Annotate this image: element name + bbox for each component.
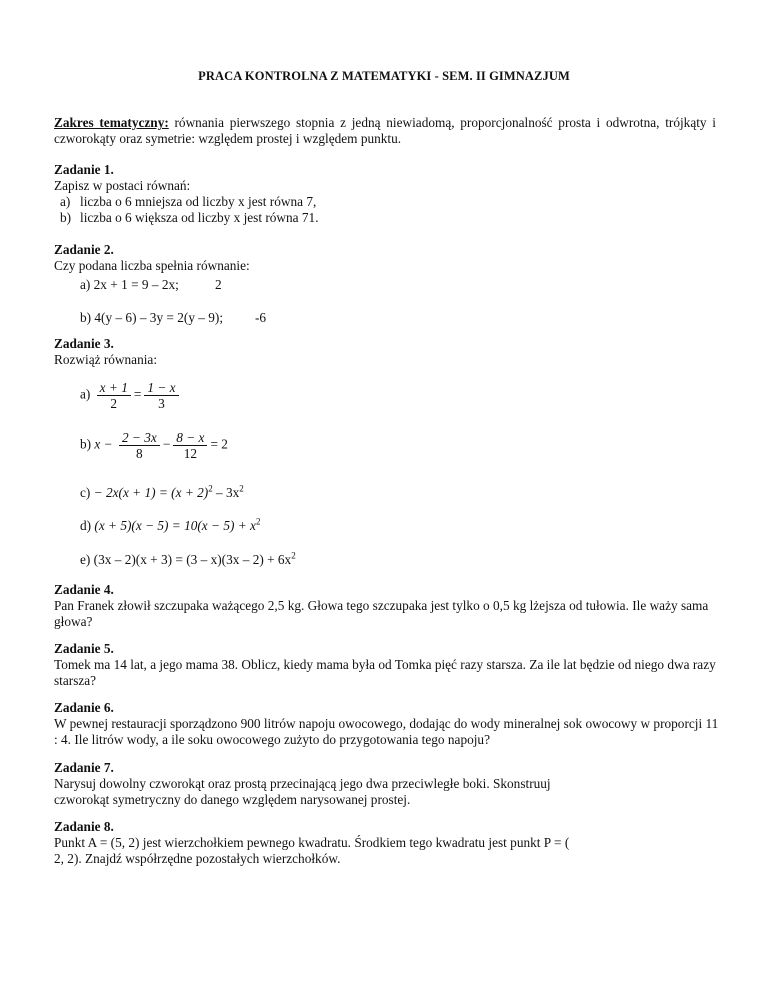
task-3 [54, 336, 719, 368]
list-item: a) liczba o 6 mniejsza od liczby x jest równa 7, [60, 194, 317, 209]
task-2-row-b [80, 310, 267, 326]
page-title: PRACA KONTROLNA Z MATEMATYKI - SEM. II GIMNAZJUM [198, 69, 570, 83]
task-1-list [54, 194, 719, 226]
task-5-heading: Zadanie 5. [54, 641, 114, 656]
task-3-heading: Zadanie 3. [54, 336, 114, 351]
task-8-line-1: Punkt A = (5, 2) jest wierzchołkiem pewnego kwadratu. Środkiem tego kwadratu jest punkt P = ( [54, 835, 570, 850]
task-4-text: Pan Franek złowił szczupaka ważącego 2,5 kg. Głowa tego szczupaka jest tylko o 0,5 kg lżejsza od tułowia. Ile waży sama głowa? [54, 598, 709, 629]
equation-e: e) $(3x - 2)(x + 3) = (3 - x)(3x - 2) + 6x^2$ [80, 550, 296, 567]
fraction: $\frac{2 - 3x}{8}$ [119, 430, 160, 461]
equation-d: d) $(x + 5)(x - 5) = 10(x - 5) + x^2$ [80, 516, 261, 533]
task-6-text: W pewnej restauracji sporządzono 900 litrów napoju owocowego, dodając do wody mineralnej sok owocowy w proporcji 11 : 4. Ile litrów wody, a ile soku owocowego zużyto do przygotowania tego napoju? [54, 716, 719, 747]
task-7-line-1: Narysuj dowolny czworokąt oraz prostą przecinającą jego dwa przeciwległe boki. Skonstruuj [54, 776, 551, 791]
task-1-intro: Zapisz w postaci równań: [54, 178, 191, 193]
task-2 [54, 242, 719, 274]
equation-a: a) $\frac{x + 1}{2}$ = $\frac{1 - x}{3}$ [80, 380, 182, 411]
task-8 [54, 819, 719, 867]
equation: b) 4(y – 6) – 3y = 2(y – 9); [80, 310, 224, 325]
fraction: $\frac{1 - x}{3}$ [144, 380, 178, 411]
scope-label: Zakres tematyczny: [54, 115, 169, 130]
task-5-text: Tomek ma 14 lat, a jego mama 38. Oblicz, kiedy mama była od Tomka pięć razy starsza. Za ile lat będzie od niego dwa razy starsza? [54, 657, 716, 688]
candidate-value: -6 [255, 310, 267, 325]
scope-paragraph [54, 115, 716, 147]
task-7-line-2: czworokąt symetryczny do danego względem narysowanej prostej. [54, 792, 411, 807]
list-item: b) liczba o 6 większa od liczby x jest równa 71. [60, 210, 319, 225]
task-6-heading: Zadanie 6. [54, 700, 114, 715]
equation-c: $c) - 2x(x + 1) = (x + 2)^2 - 3x^2$ [80, 483, 244, 500]
scope-text: równania pierwszego stopnia z jedną niewiadomą, proporcjonalność prosta i odwrotna, trójkąty i czworokąty oraz symetrie: względem prostej i względem punktu. [54, 115, 716, 146]
task-6 [54, 700, 719, 748]
fraction: $\frac{x + 1}{2}$ [97, 380, 131, 411]
fraction: $\frac{8 - x}{12}$ [173, 430, 207, 461]
task-4-heading: Zadanie 4. [54, 582, 114, 597]
task-1-heading: Zadanie 1. [54, 162, 114, 177]
task-8-heading: Zadanie 8. [54, 819, 114, 834]
task-1 [54, 162, 719, 226]
task-5 [54, 641, 719, 689]
equation-b: b) x − $\frac{2 - 3x}{8}$ − $\frac{8 - x}{12}$ = 2 [80, 430, 228, 461]
equation: a) 2x + 1 = 9 – 2x; [80, 277, 179, 292]
candidate-value: 2 [215, 277, 222, 292]
task-7 [54, 760, 719, 808]
task-2-heading: Zadanie 2. [54, 242, 114, 257]
task-4 [54, 582, 719, 630]
task-2-intro: Czy podana liczba spełnia równanie: [54, 258, 250, 273]
task-3-intro: Rozwiąż równania: [54, 352, 158, 367]
task-8-line-2: 2, 2). Znajdź współrzędne pozostałych wierzchołków. [54, 851, 341, 866]
task-7-heading: Zadanie 7. [54, 760, 114, 775]
task-2-row-a [80, 277, 222, 293]
